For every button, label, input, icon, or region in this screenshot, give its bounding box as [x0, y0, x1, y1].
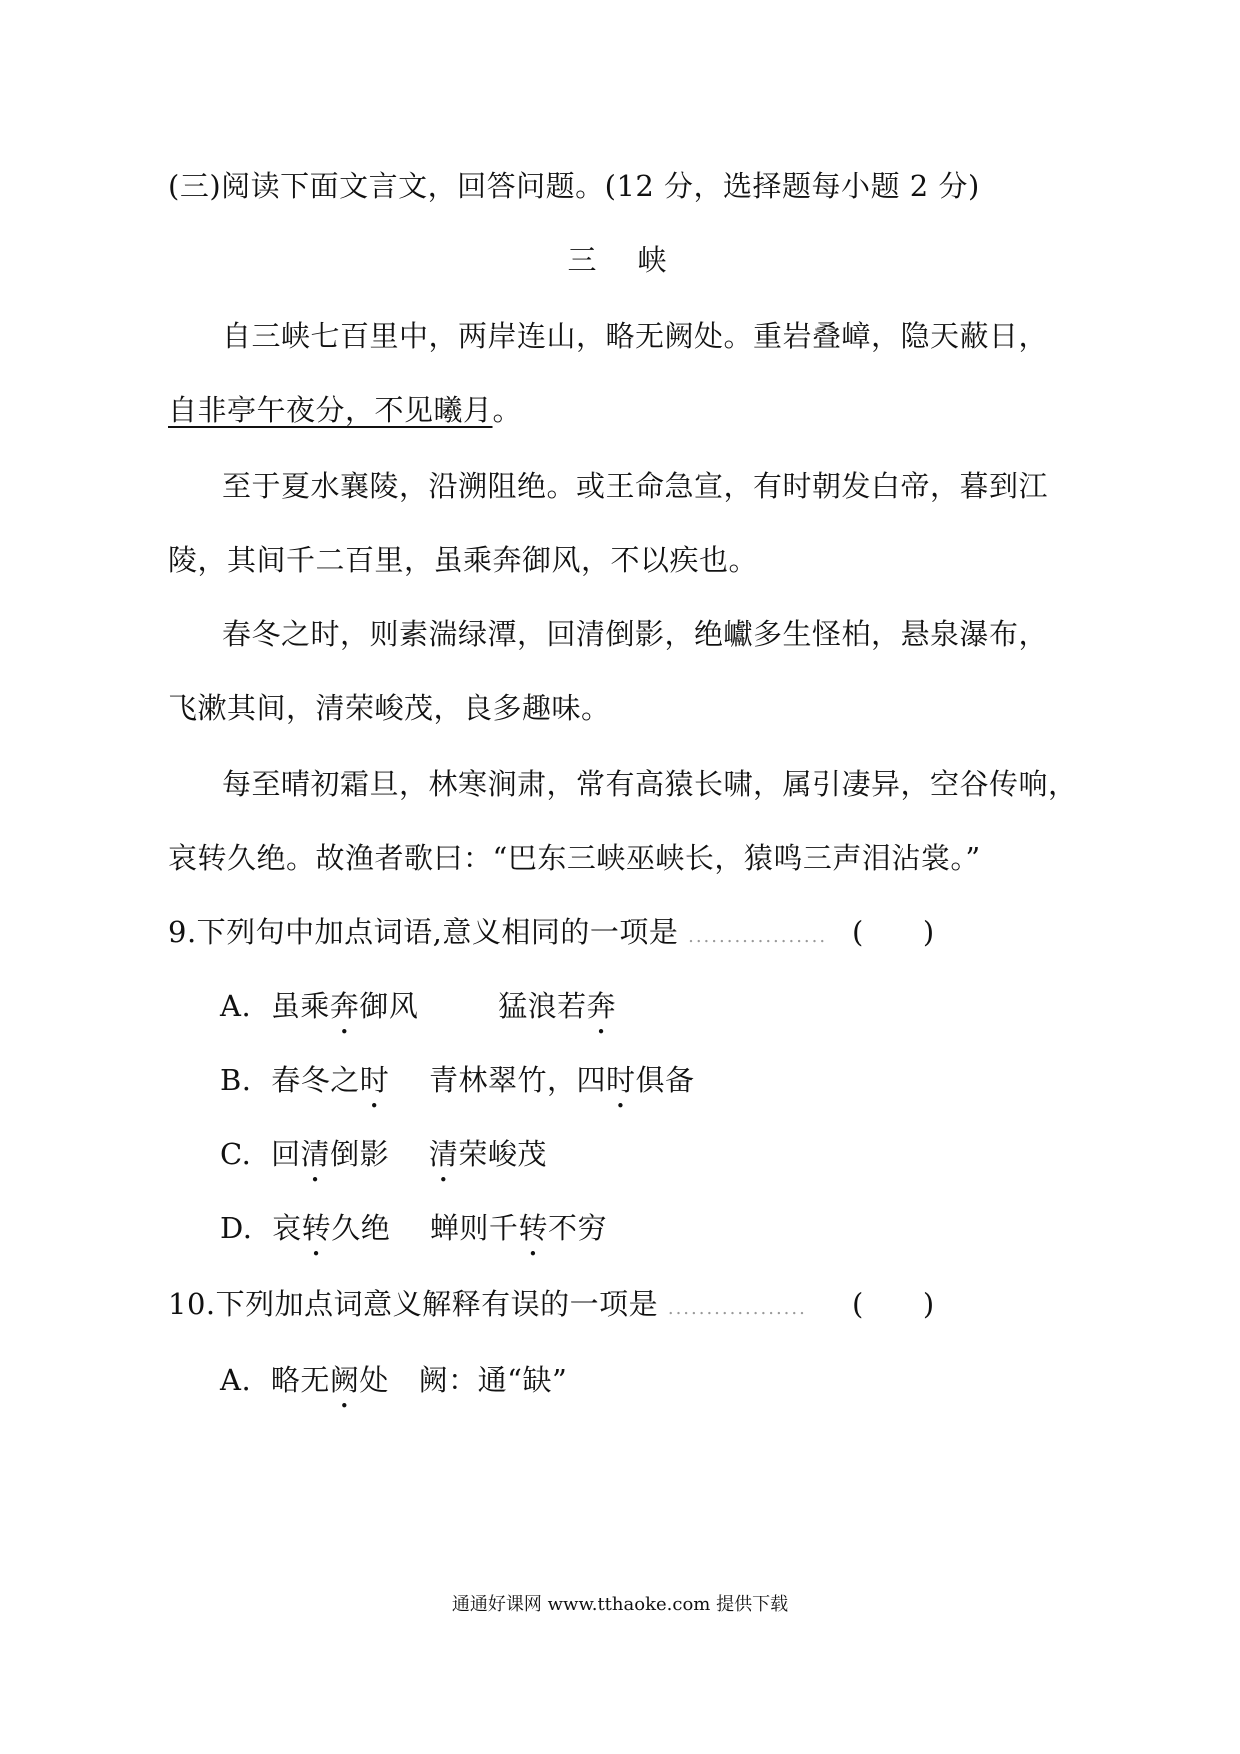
emphasized-word: 清 [300, 1137, 331, 1171]
question-9-text: 9.下列句中加点词语,意义相同的一项是 [168, 915, 679, 949]
question-9-option-c[interactable] [220, 1134, 547, 1189]
question-9-bracket[interactable]: ( ) [852, 915, 935, 949]
option-phrase-1: 春冬之时 [271, 1063, 390, 1097]
emphasized-word: 时 [606, 1063, 636, 1097]
emphasized-word: 阙 [329, 1363, 360, 1397]
option-phrase: 略无阙处 [270, 1363, 389, 1397]
emphasized-word: 转 [301, 1211, 332, 1245]
paragraph-1-tail: 。 [492, 393, 523, 427]
question-9-option-b[interactable] [220, 1060, 695, 1115]
question-10-text: 10.下列加点词意义解释有误的一项是 [168, 1287, 659, 1321]
question-9-option-d[interactable] [220, 1208, 607, 1263]
paragraph-3-line-2: 飞漱其间，清荣峻茂，良多趣味。 [168, 691, 611, 725]
question-9-option-a[interactable] [220, 986, 616, 1041]
question-10-stem [168, 1284, 807, 1329]
paragraph-2-line-1: 至于夏水襄陵，沿溯阻绝。或王命急宣，有时朝发白帝，暮到江 [222, 469, 1049, 503]
option-phrase-2: 清荣峻茂 [428, 1137, 547, 1171]
option-phrase-1: 回清倒影 [271, 1137, 390, 1171]
question-10-bracket[interactable]: ( ) [852, 1287, 935, 1321]
leader-dots: .................. [688, 926, 828, 947]
emphasized-word: 转 [518, 1211, 548, 1245]
option-phrase-2: 猛浪若奔 [498, 989, 617, 1023]
option-label: A. [220, 989, 252, 1023]
option-phrase-2: 蝉则千转不穷 [429, 1211, 607, 1245]
paragraph-4-line-2: 哀转久绝。故渔者歌曰：“巴东三峡巫峡长，猿鸣三声泪沾裳。” [168, 841, 981, 875]
paragraph-3-line-1: 春冬之时，则素湍绿潭，回清倒影，绝巘多生怪柏，悬泉瀑布， [222, 617, 1049, 651]
emphasized-word: 时 [359, 1063, 390, 1097]
option-phrase-2: 青林翠竹，四时俱备 [429, 1063, 695, 1097]
emphasized-word: 清 [428, 1137, 459, 1171]
passage-title: 三 峡 [567, 243, 673, 277]
paragraph-1-line-2 [168, 390, 522, 430]
section-intro: (三)阅读下面文言文，回答问题。(12 分，选择题每小题 2 分) [168, 169, 980, 203]
emphasized-word: 奔 [586, 989, 617, 1023]
emphasized-word: 奔 [329, 989, 360, 1023]
question-10-option-a[interactable] [220, 1360, 567, 1415]
underlined-sentence: 自非亭午夜分，不见曦月 [168, 393, 493, 427]
option-label: A. [220, 1363, 252, 1397]
option-phrase-1: 哀转久绝 [272, 1211, 391, 1245]
option-label: B. [220, 1063, 252, 1097]
page-footer: 通通好课网 www.tthaoke.com 提供下载 [451, 1594, 789, 1615]
option-label: C. [220, 1137, 252, 1171]
question-9-stem [168, 912, 827, 957]
option-phrase-1: 虽乘奔御风 [270, 989, 419, 1023]
option-gloss: 阙：通“缺” [418, 1363, 568, 1397]
leader-dots: .................. [667, 1298, 807, 1319]
paragraph-1-line-1: 自三峡七百里中，两岸连山，略无阙处。重岩叠嶂，隐天蔽日， [222, 319, 1049, 353]
option-label: D. [220, 1211, 253, 1245]
paragraph-2-line-2: 陵，其间千二百里，虽乘奔御风，不以疾也。 [168, 543, 759, 577]
paragraph-4-line-1: 每至晴初霜旦，林寒涧肃，常有高猿长啸，属引凄异，空谷传响， [222, 767, 1078, 801]
